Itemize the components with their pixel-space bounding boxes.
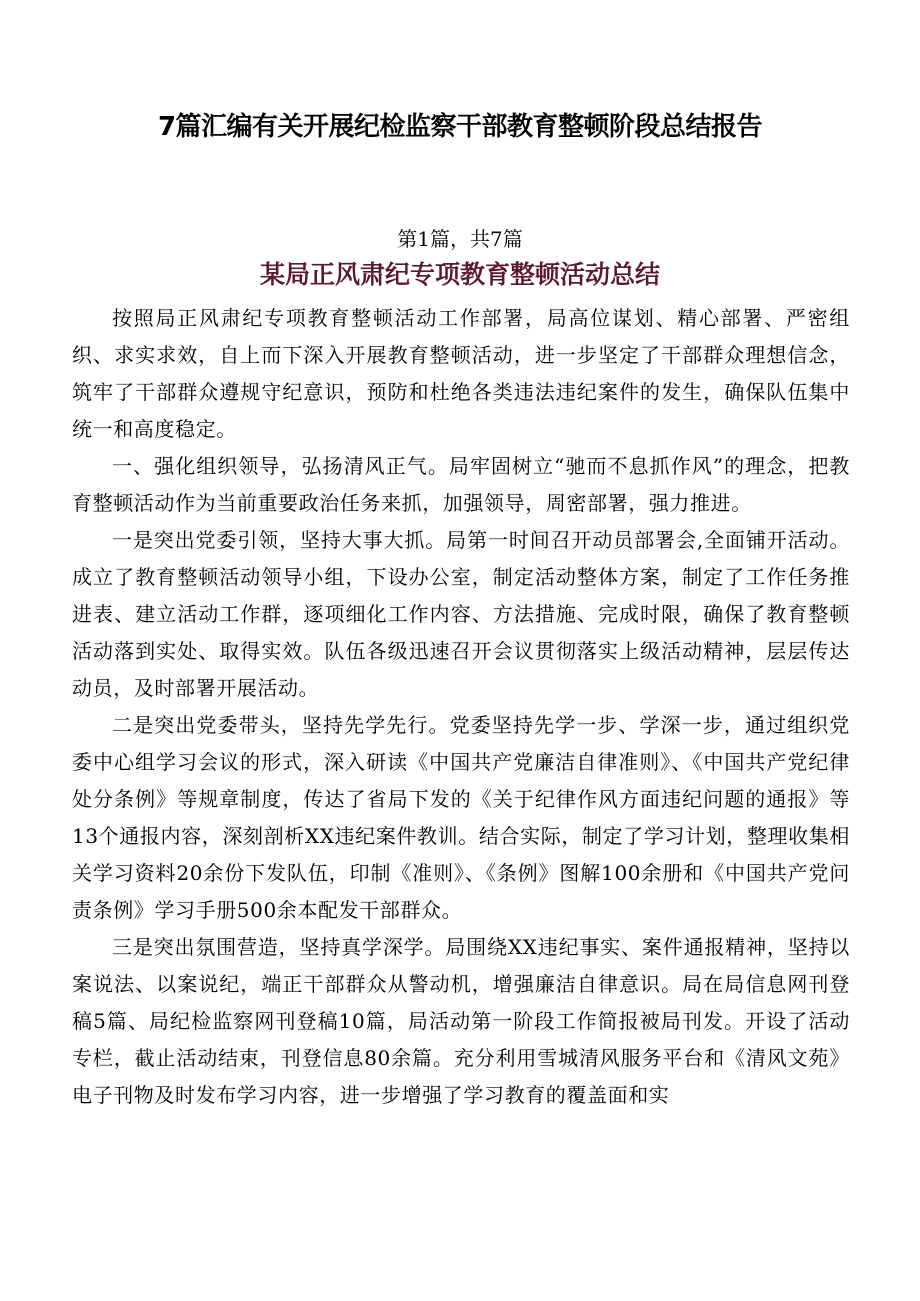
document-body [72,300,850,1114]
document-title: 7篇汇编有关开展纪检监察干部教育整顿阶段总结报告 [157,112,763,142]
paragraph-point-three: 三是突出氛围营造，坚持真学深学。局围绕XX违纪事实、案件通报精神，坚持以案说法、以案说纪，端正干部群众从警动机，增强廉洁自律意识。局在局信息网刊登稿5篇、局纪检监察网刊登稿10篇，局活动第一阶段工作简报被局刊发。开设了活动专栏，截止活动结束，刊登信息80余篇。充分利用雪城清风服务平台和《清风文苑》电子刊物及时发布学习内容，进一步增强了学习教育的覆盖面和实 [72,935,850,1107]
paragraph-intro: 按照局正风肃纪专项教育整顿活动工作部署，局高位谋划、精心部署、严密组织、求实求效，自上而下深入开展教育整顿活动，进一步坚定了干部群众理想信念，筑牢了干部群众遵规守纪意识，预防和杜绝各类违法违纪案件的发生，确保队伍集中统一和高度稳定。 [72,306,850,441]
paragraph-point-one: 一是突出党委引领，坚持大事大抓。局第一时间召开动员部署会,全面铺开活动。成立了教育整顿活动领导小组，下设办公室，制定活动整体方案，制定了工作任务推进表、建立活动工作群，逐项细化工作内容、方法措施、完成时限，确保了教育整顿活动落到实处、取得实效。队伍各级迅速召开会议贯彻落实上级活动精神，层层传达动员，及时部署开展活动。 [72,528,850,700]
paragraph-point-two: 二是突出党委带头，坚持先学先行。党委坚持先学一步、学深一步，通过组织党委中心组学习会议的形式，深入研读《中国共产党廉洁自律准则》、《中国共产党纪律处分条例》等规章制度，传达了省局下发的《关于纪律作风方面违纪问题的通报》等13个通报内容，深刻剖析XX违纪案件教训。结合实际，制定了学习计划，整理收集相关学习资料20余份下发队伍，印制《准则》、《条例》图解100余册和《中国共产党问责条例》学习手册500余本配发干部群众。 [72,713,850,922]
paragraph-section-one: 一、强化组织领导，弘扬清风正气。局牢固树立“驰而不息抓作风”的理念，把教育整顿活动作为当前重要政治任务来抓，加强领导，周密部署，强力推进。 [72,454,850,515]
section-title: 某局正风肃纪专项教育整顿活动总结 [259,260,660,289]
part-label: 第1篇，共7篇 [397,227,523,251]
